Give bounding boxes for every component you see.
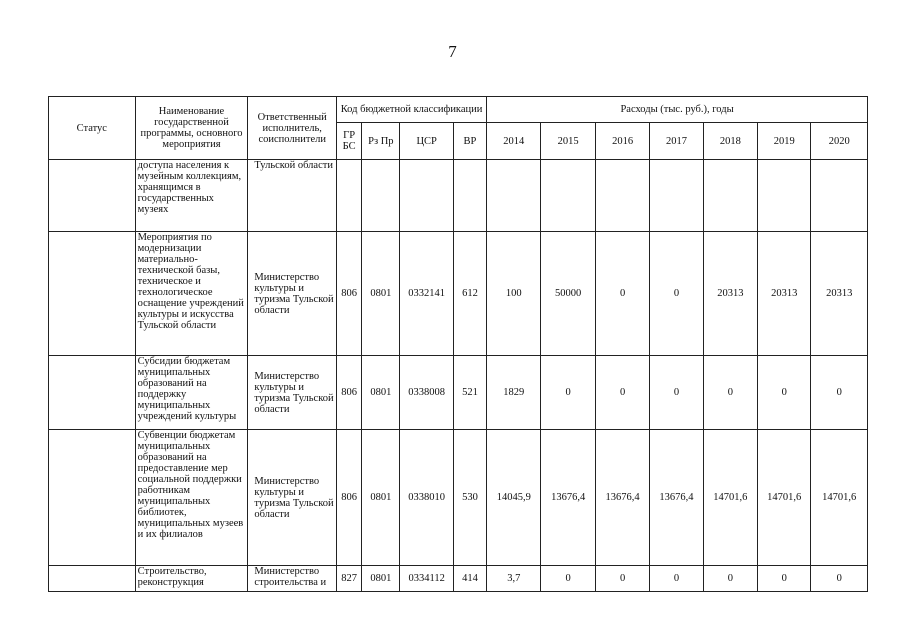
row-value-2018	[703, 160, 757, 232]
row-responsible: Министерство культуры и туризма Тульской области	[248, 232, 337, 356]
row-rzpr: 0801	[362, 430, 400, 566]
row-status	[49, 430, 136, 566]
row-value-2014: 3,7	[487, 566, 541, 592]
row-csr: 0338008	[400, 356, 453, 430]
table-row	[49, 160, 868, 232]
row-vr: 612	[453, 232, 486, 356]
row-value-2016	[595, 160, 649, 232]
row-status	[49, 232, 136, 356]
budget-table	[48, 96, 868, 592]
row-value-2014: 100	[487, 232, 541, 356]
row-grbs: 806	[337, 356, 362, 430]
row-vr: 530	[453, 430, 486, 566]
row-grbs: 827	[337, 566, 362, 592]
header-year-2016: 2016	[595, 123, 649, 160]
row-name: доступа населения к музейным коллекциям, хранящимся в государственных музеях	[135, 160, 248, 232]
row-value-2015: 13676,4	[541, 430, 595, 566]
header-year-2015: 2015	[541, 123, 595, 160]
row-status	[49, 566, 136, 592]
row-vr	[453, 160, 486, 232]
header-responsible: Ответственный исполнитель, соисполнители	[248, 97, 337, 160]
row-rzpr: 0801	[362, 566, 400, 592]
row-grbs: 806	[337, 232, 362, 356]
row-value-2020: 20313	[811, 232, 868, 356]
row-value-2016: 13676,4	[595, 430, 649, 566]
row-value-2019: 20313	[758, 232, 811, 356]
row-value-2019	[758, 160, 811, 232]
row-vr: 414	[453, 566, 486, 592]
header-rzpr: Рз Пр	[362, 123, 400, 160]
header-year-2018: 2018	[703, 123, 757, 160]
header-name: Наименование государственной программы, основного мероприятия	[135, 97, 248, 160]
row-value-2015: 0	[541, 566, 595, 592]
row-value-2018: 0	[703, 566, 757, 592]
row-value-2017: 0	[650, 356, 703, 430]
row-grbs	[337, 160, 362, 232]
row-value-2018: 14701,6	[703, 430, 757, 566]
header-status: Статус	[49, 97, 136, 160]
row-value-2016: 0	[595, 232, 649, 356]
row-rzpr	[362, 160, 400, 232]
row-value-2020	[811, 160, 868, 232]
row-vr: 521	[453, 356, 486, 430]
row-rzpr: 0801	[362, 232, 400, 356]
row-csr	[400, 160, 453, 232]
row-value-2019: 0	[758, 566, 811, 592]
row-value-2016: 0	[595, 566, 649, 592]
header-csr: ЦСР	[400, 123, 453, 160]
row-value-2017: 13676,4	[650, 430, 703, 566]
header-year-2020: 2020	[811, 123, 868, 160]
row-csr: 0334112	[400, 566, 453, 592]
row-value-2015: 0	[541, 356, 595, 430]
table-row	[49, 356, 868, 430]
row-value-2014: 1829	[487, 356, 541, 430]
row-responsible: Министерство строительства и	[248, 566, 337, 592]
row-value-2020: 0	[811, 356, 868, 430]
table-row	[49, 430, 868, 566]
table-row	[49, 232, 868, 356]
row-status	[49, 160, 136, 232]
row-value-2016: 0	[595, 356, 649, 430]
row-rzpr: 0801	[362, 356, 400, 430]
row-grbs: 806	[337, 430, 362, 566]
row-value-2017: 0	[650, 232, 703, 356]
row-name: Строительство, реконструкция	[135, 566, 248, 592]
table-row	[49, 566, 868, 592]
row-value-2017: 0	[650, 566, 703, 592]
row-csr: 0338010	[400, 430, 453, 566]
row-value-2019: 0	[758, 356, 811, 430]
row-value-2014	[487, 160, 541, 232]
row-name: Субсидии бюджетам муниципальных образований на поддержку муниципальных учреждений культуры	[135, 356, 248, 430]
header-year-2019: 2019	[758, 123, 811, 160]
row-name: Субвенции бюджетам муниципальных образований на предоставление мер социальной поддержки работникам муниципальных библиотек, муниципальных музеев и их филиалов	[135, 430, 248, 566]
row-status	[49, 356, 136, 430]
row-responsible: Министерство культуры и туризма Тульской области	[248, 430, 337, 566]
row-csr: 0332141	[400, 232, 453, 356]
row-value-2020: 0	[811, 566, 868, 592]
row-value-2018: 0	[703, 356, 757, 430]
page-number: 7	[448, 42, 457, 61]
row-value-2020: 14701,6	[811, 430, 868, 566]
row-responsible: Министерство культуры и туризма Тульской области	[248, 356, 337, 430]
header-budget-code: Код бюджетной классификации	[337, 97, 487, 123]
header-year-2014: 2014	[487, 123, 541, 160]
row-name: Мероприятия по модернизации материально-технической базы, техническое и технологическое оснащение учреждений культуры и искусства Тульской области	[135, 232, 248, 356]
header-grbs: ГР БС	[337, 123, 362, 160]
row-value-2015: 50000	[541, 232, 595, 356]
header-expenses: Расходы (тыс. руб.), годы	[487, 97, 868, 123]
row-value-2014: 14045,9	[487, 430, 541, 566]
row-value-2019: 14701,6	[758, 430, 811, 566]
row-value-2017	[650, 160, 703, 232]
row-value-2018: 20313	[703, 232, 757, 356]
row-responsible: Тульской области	[248, 160, 337, 232]
row-value-2015	[541, 160, 595, 232]
header-year-2017: 2017	[650, 123, 703, 160]
header-vr: ВР	[453, 123, 486, 160]
